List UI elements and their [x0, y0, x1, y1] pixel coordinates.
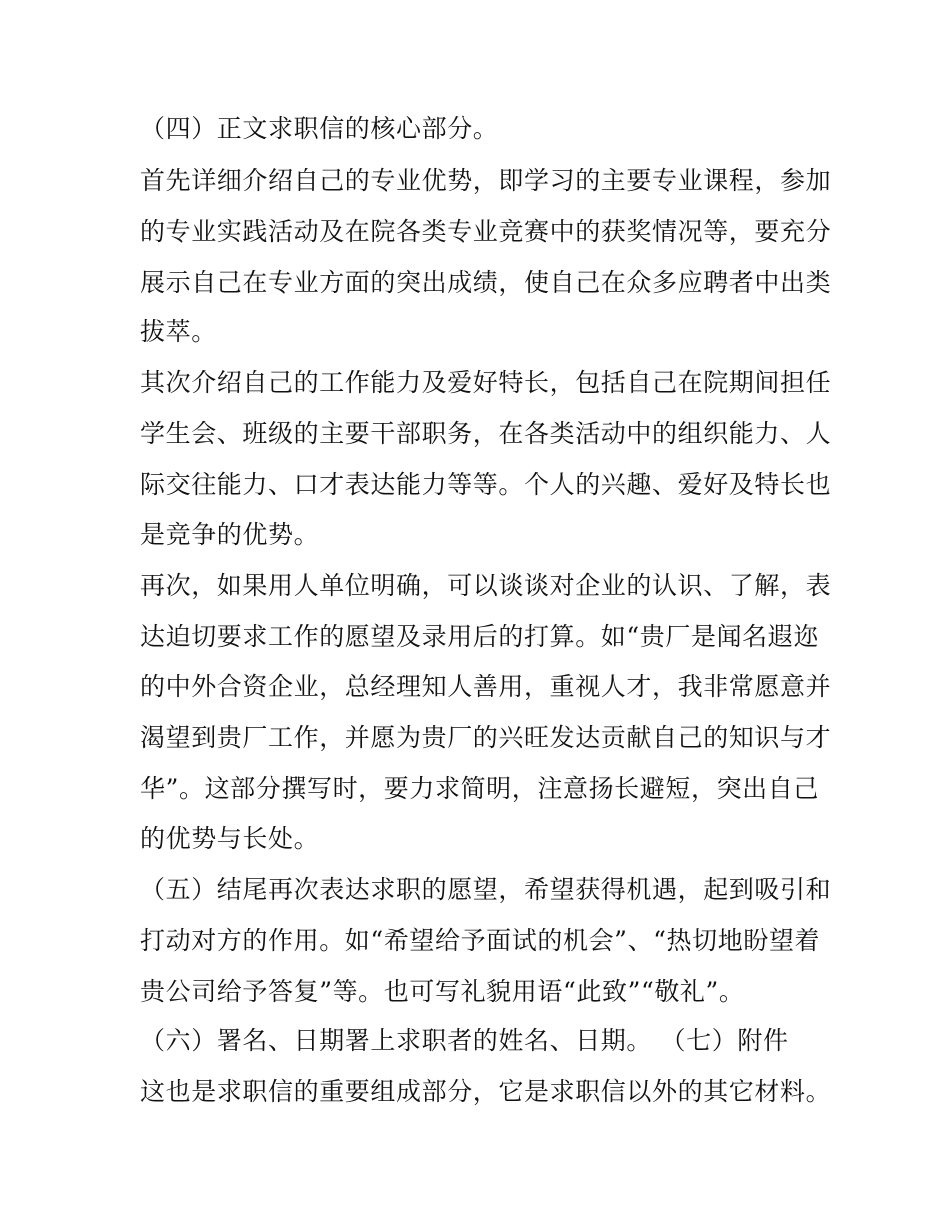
text-line: 的专业实践活动及在院各类专业竞赛中的获奖情况等，要充分 — [140, 217, 832, 246]
text-line: 再次，如果用人单位明确，可以谈谈对企业的认识、了解，表 — [140, 571, 832, 600]
text-line: 首先详细介绍自己的专业优势，即学习的主要专业课程，参加 — [140, 166, 832, 195]
text-line: 拔萃。 — [140, 317, 217, 346]
text-line: 展示自己在专业方面的突出成绩，使自己在众多应聘者中出类 — [140, 268, 832, 297]
text-line: 的中外合资企业，总经理知人善用，重视人才，我非常愿意并 — [140, 672, 832, 701]
text-line: 的优势与长处。 — [140, 824, 320, 853]
text-line: 这也是求职信的重要组成部分，它是求职信以外的其它材料。 — [140, 1077, 832, 1106]
text-line: （六）署名、日期署上求职者的姓名、日期。 （七）附件 — [140, 1026, 789, 1055]
text-line: 是竞争的优势。 — [140, 520, 320, 549]
text-line: （四）正文求职信的核心部分。 — [140, 114, 499, 143]
text-line: （五）结尾再次表达求职的愿望，希望获得机遇，起到吸引和 — [140, 875, 832, 904]
text-line: 达迫切要求工作的愿望及录用后的打算。如“贵厂是闻名遐迩 — [140, 622, 819, 651]
text-line: 际交往能力、口才表达能力等等。个人的兴趣、爱好及特长也 — [140, 470, 832, 499]
text-line: 渴望到贵厂工作，并愿为贵厂的兴旺发达贡献自己的知识与才 — [140, 723, 832, 752]
text-line: 贵公司给予答复”等。也可写礼貌用语“此致”“敬礼”。 — [140, 977, 745, 1006]
text-line: 打动对方的作用。如“希望给予面试的机会”、“热切地盼望着 — [140, 926, 821, 955]
text-line: 其次介绍自己的工作能力及爱好特长，包括自己在院期间担任 — [140, 368, 832, 397]
text-line: 华”。这部分撰写时，要力求简明，注意扬长避短，突出自己 — [140, 774, 819, 803]
text-line: 学生会、班级的主要干部职务，在各类活动中的组织能力、人 — [140, 419, 832, 448]
